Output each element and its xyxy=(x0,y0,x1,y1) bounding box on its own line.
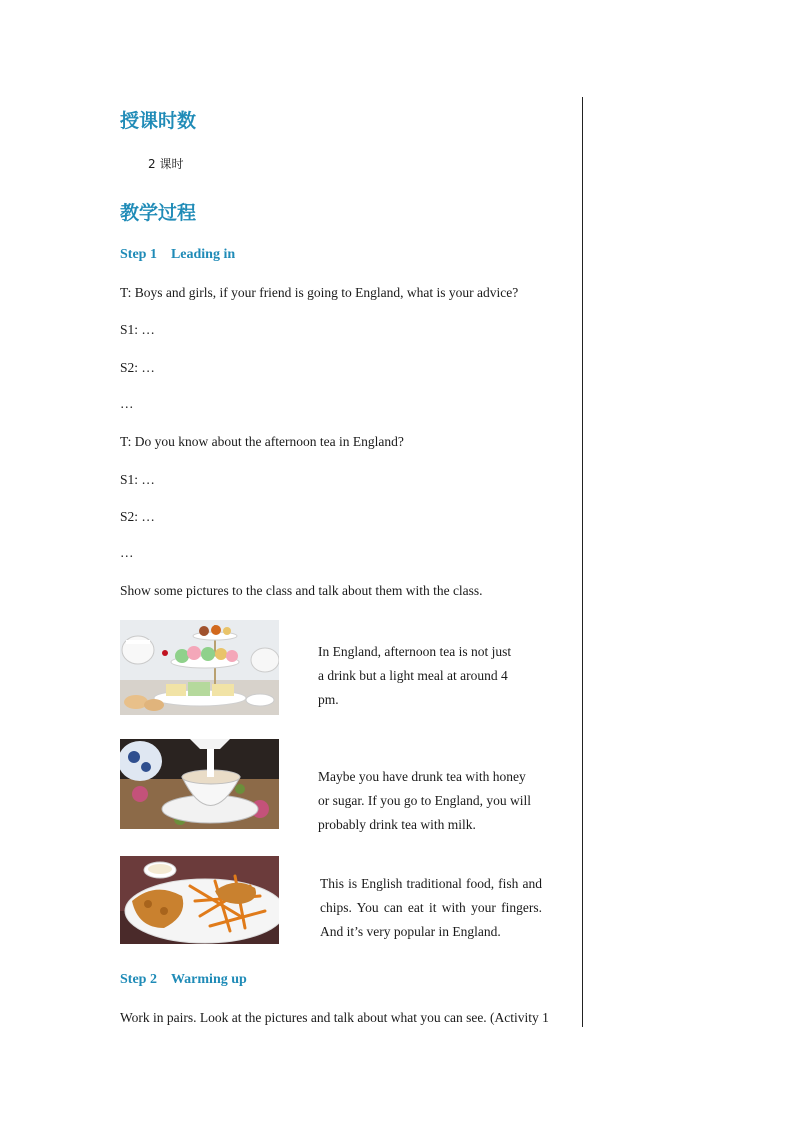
section-title-hours: 授课时数 xyxy=(120,110,197,132)
dialog-line: S1: … xyxy=(120,322,155,337)
caption-line: In England, afternoon tea is not just xyxy=(318,644,512,659)
caption-line: probably drink tea with milk. xyxy=(318,817,476,832)
picture-caption-2 xyxy=(318,765,543,837)
caption-line: a drink but a light meal at around 4 xyxy=(318,668,508,683)
activity-instruction: Work in pairs. Look at the pictures and talk about what you can see. (Activity 1 xyxy=(120,1010,549,1025)
dialog-line: S2: … xyxy=(120,360,155,375)
step-1-number: Step 1 xyxy=(120,247,157,262)
caption-line: pm. xyxy=(318,692,339,707)
section-title-process: 教学过程 xyxy=(120,202,197,224)
picture-caption-1 xyxy=(318,640,528,712)
hours-value: 2 课时 xyxy=(148,157,184,171)
tea-with-milk-photo xyxy=(120,739,279,829)
dialog-line: S2: … xyxy=(120,509,155,524)
afternoon-tea-photo xyxy=(120,620,279,715)
dialog-line: S1: … xyxy=(120,472,155,487)
step-1-heading xyxy=(120,247,235,263)
step-1-title: Leading in xyxy=(170,247,236,262)
dialog-line: … xyxy=(120,545,134,560)
step-2-title: Warming up xyxy=(170,972,247,987)
dialog-line: T: Do you know about the afternoon tea in England? xyxy=(120,434,404,449)
table-border-line xyxy=(582,97,583,1027)
step-2-heading xyxy=(120,972,247,988)
caption-line: Maybe you have drunk tea with honey xyxy=(318,769,526,784)
dialog-line: T: Boys and girls, if your friend is going to England, what is your advice? xyxy=(120,285,519,300)
step-2-number: Step 2 xyxy=(120,972,157,987)
caption-line: or sugar. If you go to England, you will xyxy=(318,793,531,808)
dialog-line: Show some pictures to the class and talk about them with the class. xyxy=(120,583,483,598)
dialog-line: … xyxy=(120,396,134,411)
picture-caption-3: This is English traditional food, fish and chips. You can eat it with your fingers. And it’s very popular in England. xyxy=(320,876,542,939)
fish-and-chips-photo xyxy=(120,856,279,944)
